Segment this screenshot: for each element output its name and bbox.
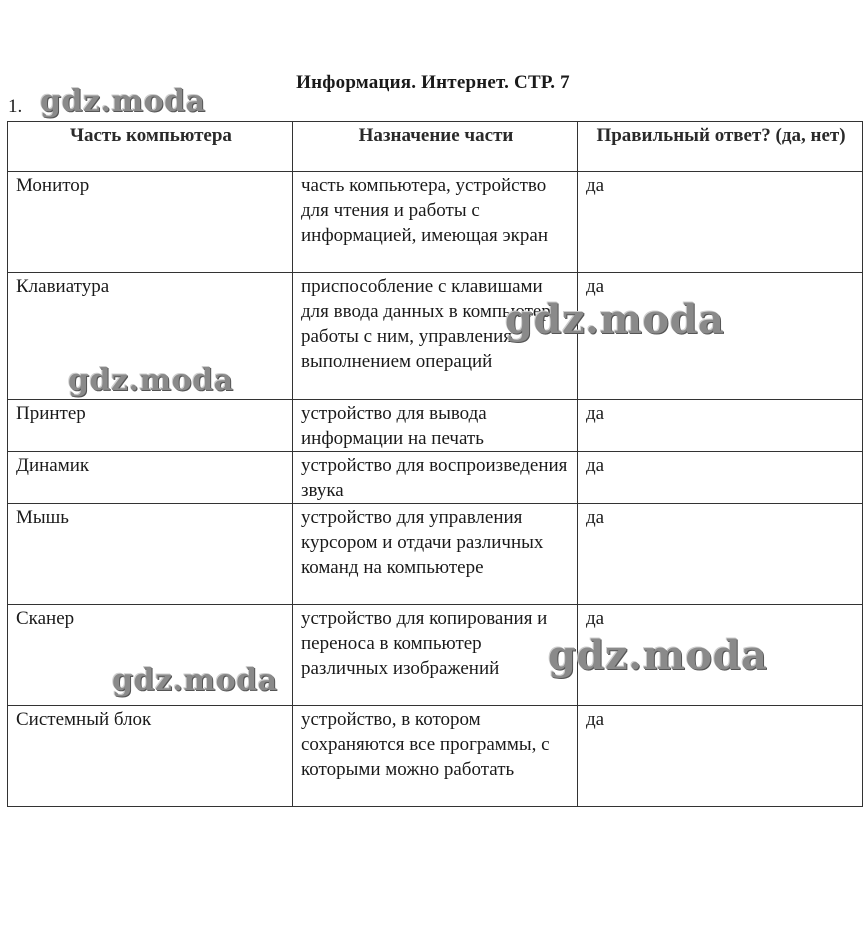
table-row <box>8 400 863 452</box>
task-number: 1. <box>8 96 23 117</box>
watermark-logo: gdz.moda <box>505 296 725 343</box>
cell-part: Принтер <box>8 400 293 452</box>
cell-purpose: приспособление с клавишами для ввода данных в компьютер, работы с ним, управления выполнением операций <box>293 273 578 400</box>
header-part: Часть компьютера <box>8 122 293 172</box>
watermark-logo: gdz.moda <box>112 663 278 698</box>
computer-parts-table <box>7 121 863 807</box>
cell-purpose: устройство для воспроизведения звука <box>293 452 578 504</box>
table-row <box>8 504 863 605</box>
page-title: Информация. Интернет. СТР. 7 <box>296 72 570 93</box>
header-purpose: Назначение части <box>293 122 578 172</box>
cell-purpose: устройство для управления курсором и отдачи различных команд на компьютере <box>293 504 578 605</box>
cell-answer: да <box>578 172 863 273</box>
table-row <box>8 605 863 706</box>
cell-answer: да <box>578 452 863 504</box>
cell-answer: да <box>578 273 863 400</box>
cell-part: Сканер <box>8 605 293 706</box>
cell-part: Монитор <box>8 172 293 273</box>
cell-part: Динамик <box>8 452 293 504</box>
cell-purpose: устройство для вывода информации на печать <box>293 400 578 452</box>
cell-part: Системный блок <box>8 706 293 807</box>
watermark-logo: gdz.moda <box>40 84 206 119</box>
cell-answer: да <box>578 504 863 605</box>
cell-part: Мышь <box>8 504 293 605</box>
watermark-logo: gdz.moda <box>68 363 234 398</box>
table-row <box>8 172 863 273</box>
cell-answer: да <box>578 400 863 452</box>
cell-purpose: устройство, в котором сохраняются все программы, с которыми можно работать <box>293 706 578 807</box>
table-row <box>8 452 863 504</box>
table-header-row <box>8 122 863 172</box>
watermark-logo: gdz.moda <box>548 632 768 679</box>
cell-purpose: устройство для копирования и переноса в компьютер различных изображений <box>293 605 578 706</box>
cell-purpose: часть компьютера, устройство для чтения и работы с информацией, имеющая экран <box>293 172 578 273</box>
table-row <box>8 706 863 807</box>
header-answer: Правильный ответ? (да, нет) <box>578 122 863 172</box>
cell-answer: да <box>578 706 863 807</box>
cell-part: Клавиатура <box>8 273 293 400</box>
table-row <box>8 273 863 400</box>
cell-answer: да <box>578 605 863 706</box>
